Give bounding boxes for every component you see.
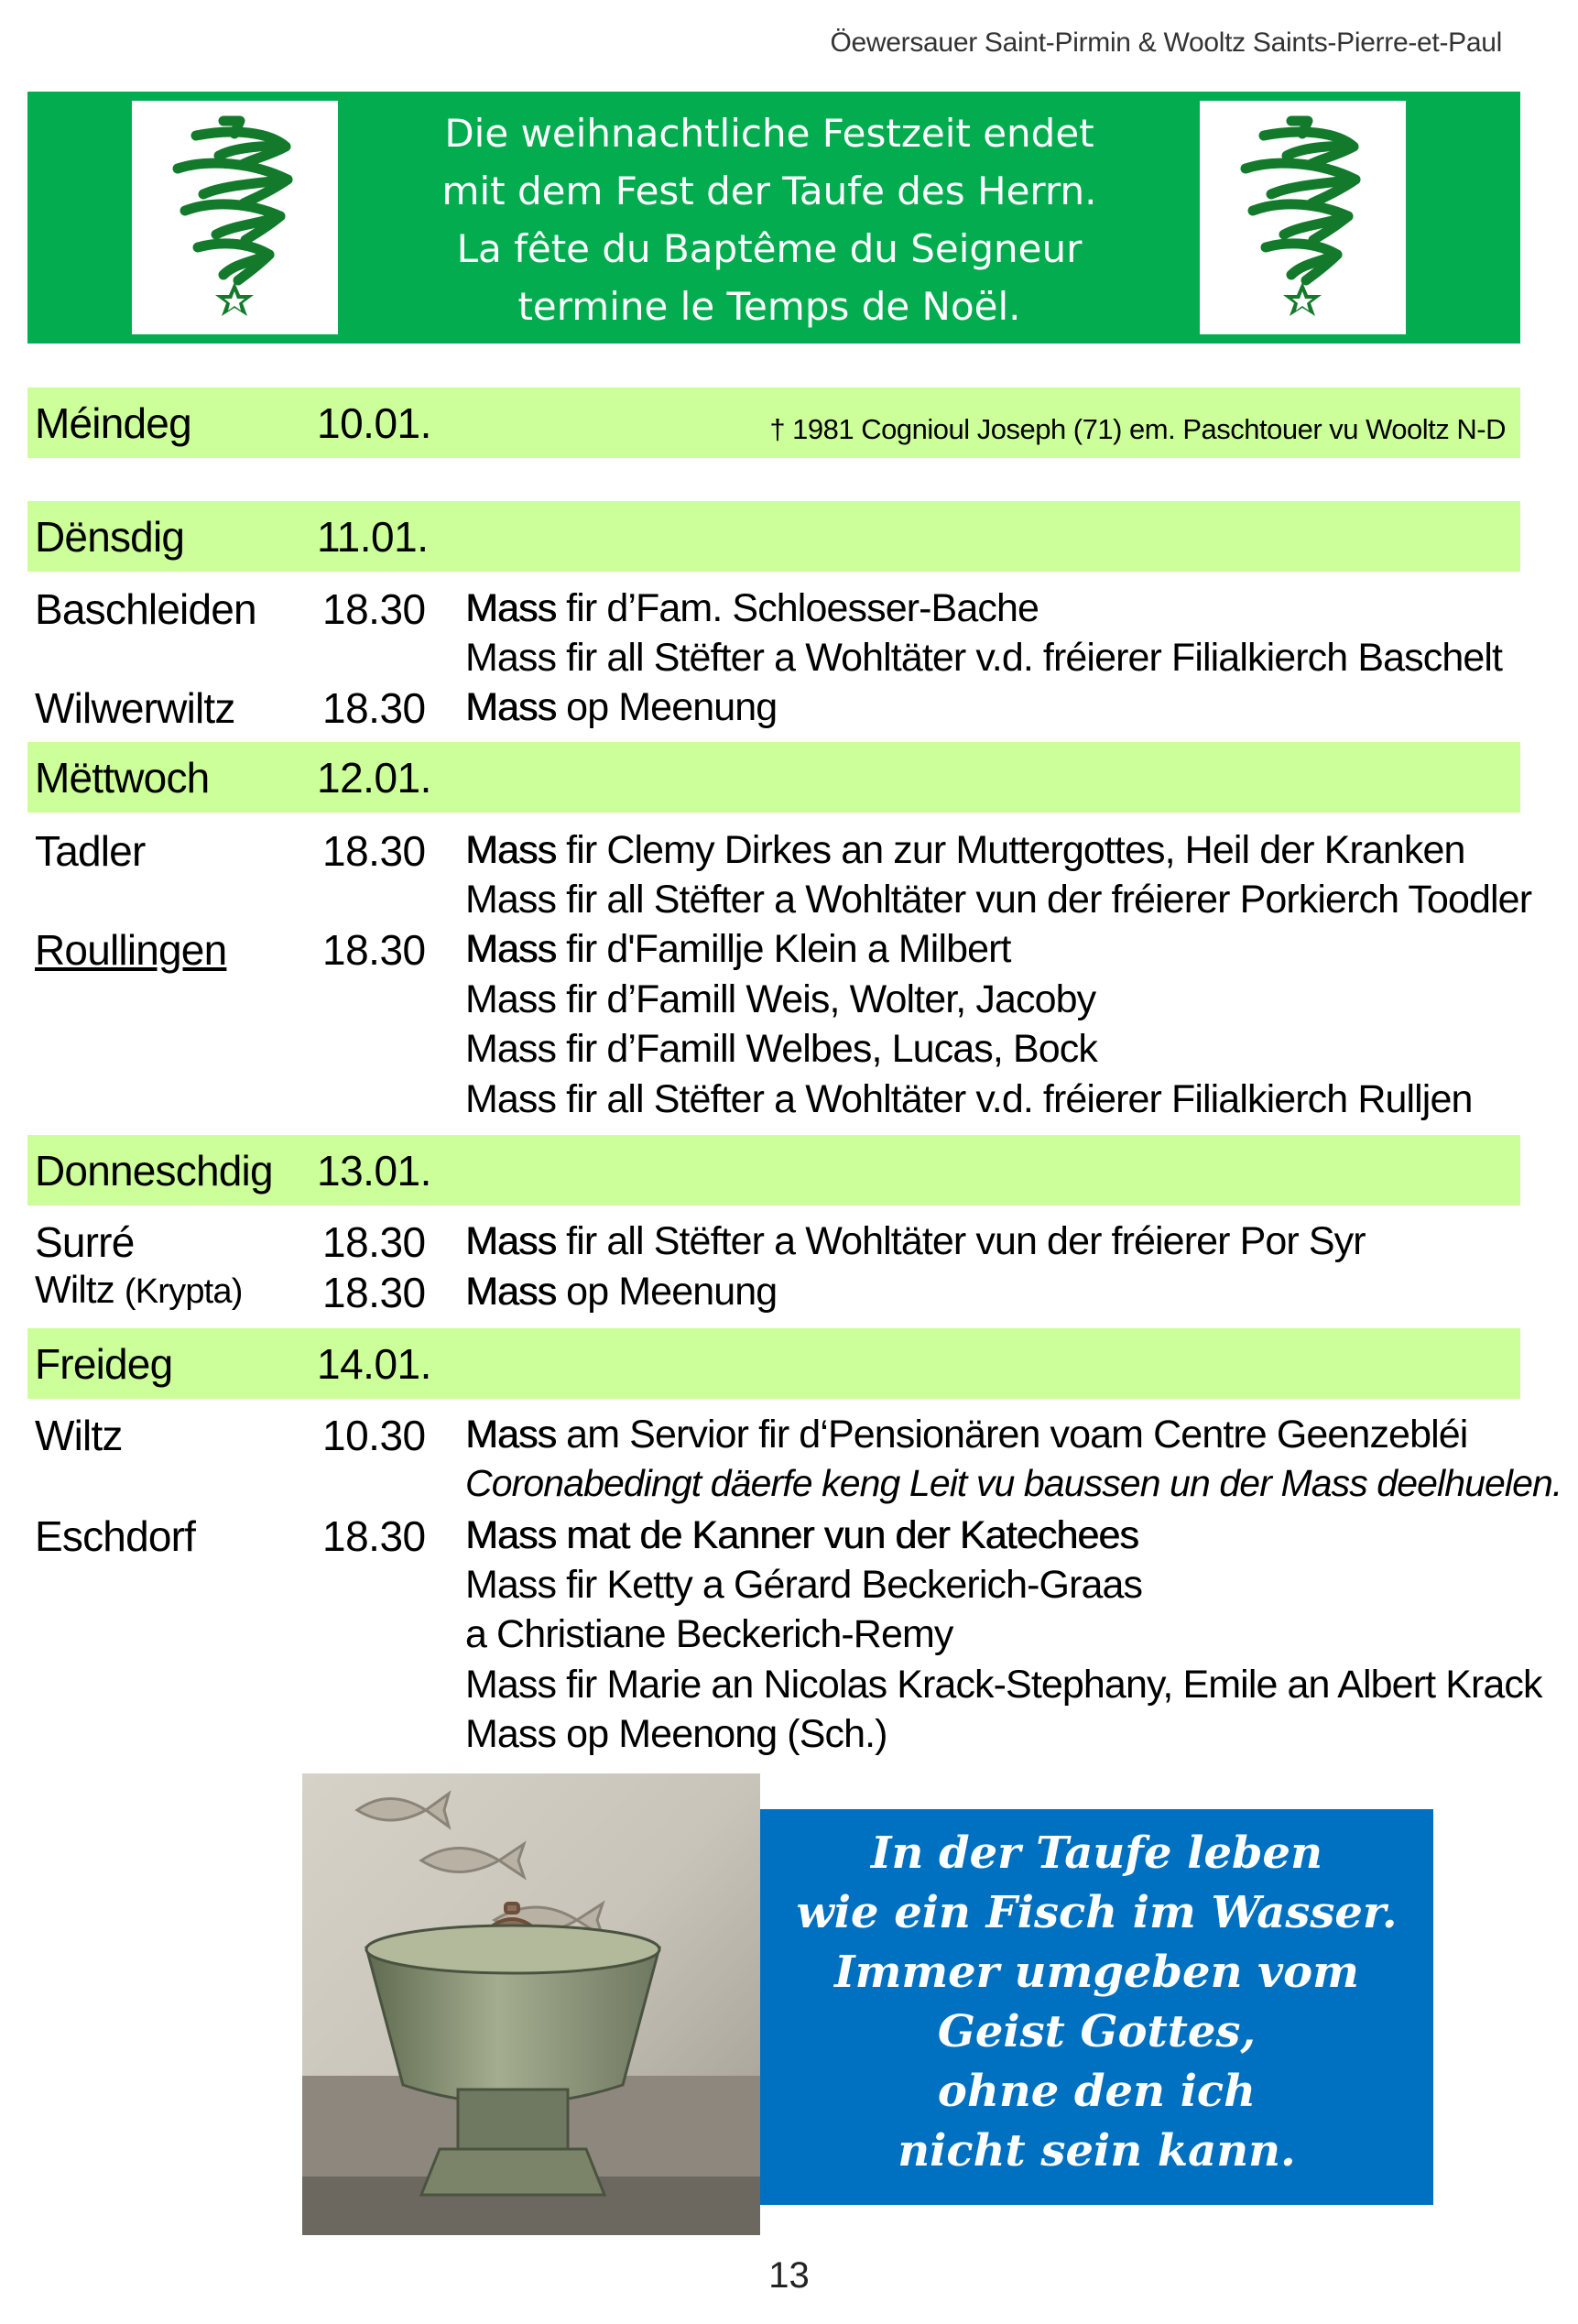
service-line: Mass mat de Kanner vun der Katechees — [465, 1513, 1138, 1557]
service-time: 18.30 — [322, 585, 426, 633]
place-name: Surré — [35, 1218, 135, 1266]
day-band-freideg — [27, 1328, 1520, 1399]
quote-line: wie ein Fisch im Wasser. — [796, 1887, 1398, 1938]
tree-star-icon — [1200, 101, 1406, 334]
day-name: Méindeg — [35, 399, 191, 447]
service-time: 18.30 — [322, 926, 426, 974]
place-name: Wiltz — [35, 1412, 123, 1459]
day-date: 13.01. — [317, 1147, 431, 1195]
quote-line: nicht sein kann. — [898, 2125, 1296, 2177]
day-date: 11.01. — [317, 513, 429, 561]
service-line: Mass fir all Stëfter a Wohltäter v.d. fréierer Filialkierch Baschelt — [465, 636, 1503, 680]
day-date: 14.01. — [317, 1340, 431, 1388]
banner-line: termine le Temps de Noël. — [517, 284, 1021, 329]
service-line: Mass fir all Stëfter a Wohltäter vun der fréierer Porkierch Toodler — [465, 878, 1532, 922]
day-band-densdig — [27, 501, 1520, 572]
quote-line: ohne den ich — [937, 2066, 1257, 2117]
day-name: Dënsdig — [35, 513, 185, 561]
service-time: 10.30 — [322, 1412, 426, 1459]
place-name: Wiltz (Krypta) — [35, 1268, 243, 1311]
banner — [27, 92, 1520, 344]
service-line: Mass op Meenong (Sch.) — [465, 1712, 887, 1756]
service-line: Mass op Meenung — [465, 685, 778, 729]
service-line: a Christiane Beckerich-Remy — [465, 1612, 953, 1656]
page-number: 13 — [768, 2255, 810, 2296]
banner-text — [357, 104, 1181, 335]
place-name: Roullingen — [35, 926, 227, 974]
quote-text — [760, 1824, 1433, 2181]
place-note: (Krypta) — [124, 1272, 243, 1311]
day-name: Mëttwoch — [35, 754, 210, 802]
place-name: Baschleiden — [35, 585, 256, 633]
place-name: Wilwerwiltz — [35, 684, 235, 732]
quote-line: Geist Gottes, — [937, 2006, 1257, 2057]
service-line: Mass op Meenung — [465, 1270, 778, 1314]
banner-line: La fête du Baptême du Seigneur — [456, 226, 1083, 271]
place-name: Eschdorf — [35, 1512, 196, 1560]
place-name: Tadler — [35, 827, 146, 875]
service-time: 18.30 — [322, 1512, 426, 1560]
banner-line: mit dem Fest der Taufe des Herrn. — [441, 169, 1097, 213]
header-parishes: Öewersauer Saint-Pirmin & Wooltz Saints-Pierre-et-Paul — [830, 27, 1502, 58]
service-line: Mass fir Clemy Dirkes an zur Muttergottes, Heil der Kranken — [465, 828, 1465, 872]
service-line: Mass fir all Stëfter a Wohltäter v.d. fréierer Filialkierch Rulljen — [465, 1077, 1473, 1121]
memorial-note: † 1981 Cognioul Joseph (71) em. Paschtouer vu Wooltz N-D — [769, 413, 1506, 445]
service-time: 18.30 — [322, 1218, 426, 1266]
service-line: Mass fir d'Famillje Klein a Milbert — [465, 927, 1011, 971]
service-line: Mass fir d’Famill Welbes, Lucas, Bock — [465, 1027, 1097, 1071]
service-note: Coronabedingt däerfe keng Leit vu baussen un der Mass deelhuelen. — [465, 1462, 1562, 1504]
service-time: 18.30 — [322, 684, 426, 732]
day-date: 12.01. — [317, 754, 431, 802]
quote-line: Immer umgeben vom — [834, 1947, 1359, 1998]
day-band-mettwoch — [27, 742, 1520, 813]
service-line: Mass fir Ketty a Gérard Beckerich-Graas — [465, 1563, 1143, 1607]
quote-box — [760, 1809, 1433, 2205]
tree-star-icon — [132, 101, 338, 334]
day-date: 10.01. — [317, 399, 431, 447]
service-line: Mass fir d’Fam. Schloesser-Bache — [465, 586, 1039, 630]
service-line: Mass fir all Stëfter a Wohltäter vun der fréierer Por Syr — [465, 1219, 1366, 1263]
quote-line: In der Taufe leben — [871, 1828, 1322, 1879]
banner-line: Die weihnachtliche Festzeit endet — [444, 111, 1094, 156]
service-line: Mass am Servior fir d‘Pensionären voam Centre Geenzebléi — [465, 1413, 1468, 1457]
service-time: 18.30 — [322, 1269, 426, 1316]
day-name: Freideg — [35, 1340, 173, 1388]
service-line: Mass fir Marie an Nicolas Krack-Stephany, Emile an Albert Krack — [465, 1663, 1542, 1707]
day-name: Donneschdig — [35, 1147, 273, 1195]
service-time: 18.30 — [322, 827, 426, 875]
service-line: Mass fir d’Famill Weis, Wolter, Jacoby — [465, 977, 1096, 1021]
baptismal-font-photo — [302, 1773, 760, 2235]
